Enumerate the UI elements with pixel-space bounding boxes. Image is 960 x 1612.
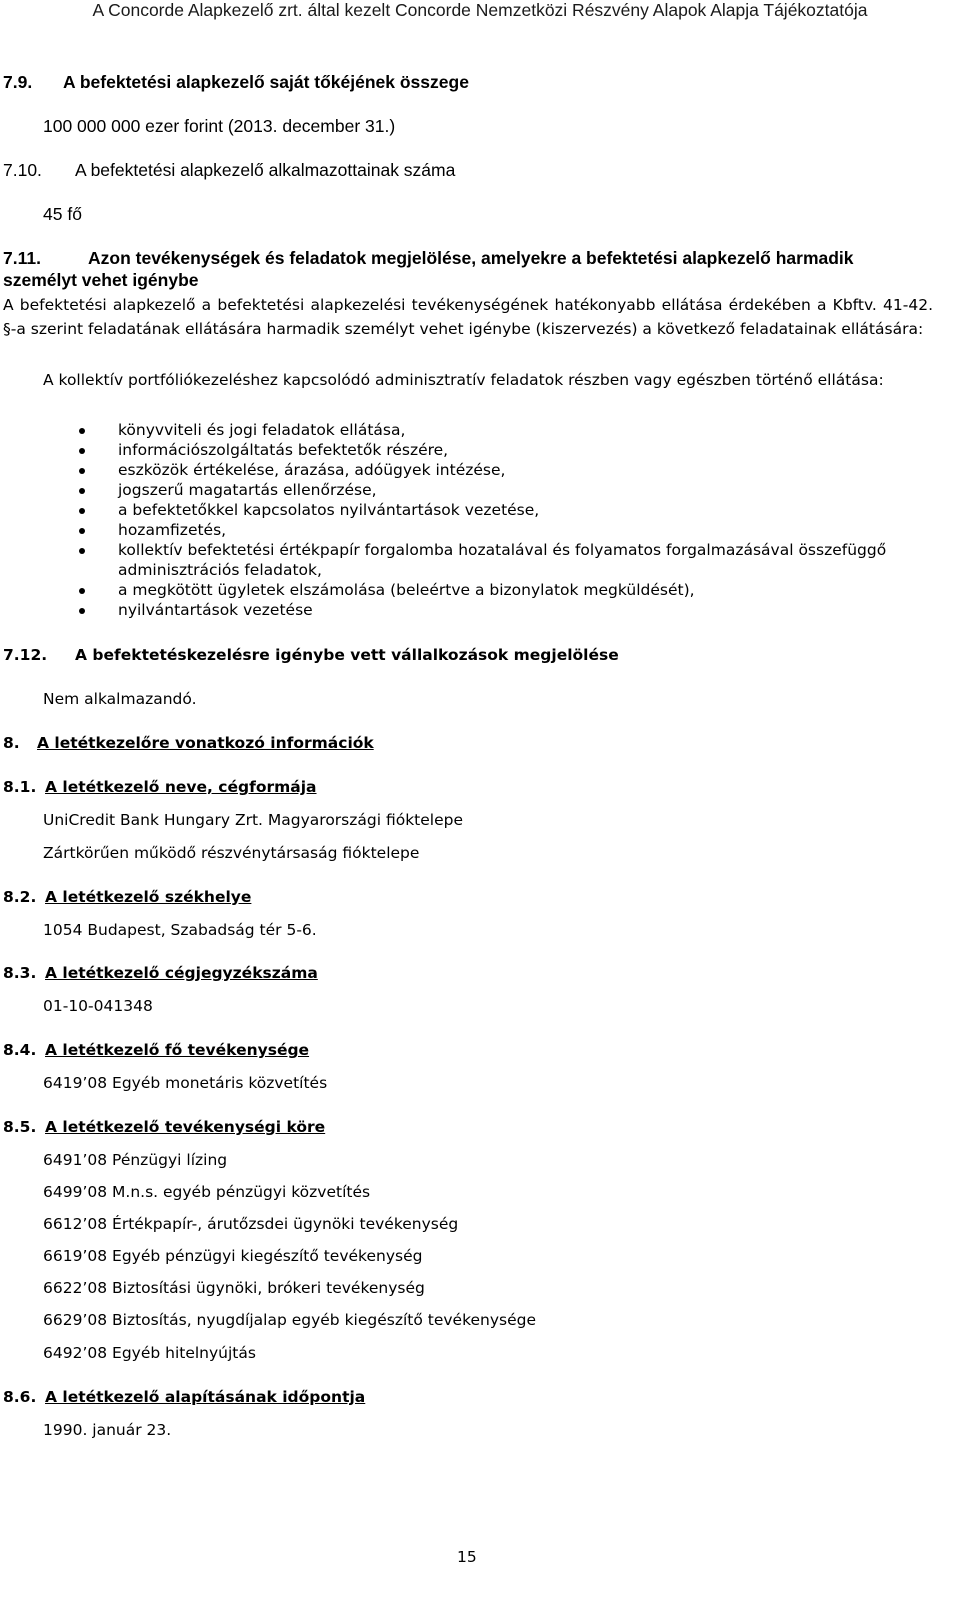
list-item: hozamfizetés, (78, 520, 958, 540)
founding-date: 1990. január 23. (43, 1421, 172, 1439)
list-item: a befektetőkkel kapcsolatos nyilvántartások vezetése, (78, 500, 958, 520)
list-item: jogszerű magatartás ellenőrzése, (78, 480, 958, 500)
section-number-7-12: 7.12. (3, 646, 48, 664)
section-title-8-1: A letétkezelő neve, cégformája (45, 778, 317, 796)
section-number-7-10: 7.10. (3, 160, 42, 180)
list-item: nyilvántartások vezetése (78, 600, 958, 620)
outsourcing-paragraph: A befektetési alapkezelő a befektetési alapkezelési tevékenységének hatékonyabb ellátása érdekében a Kbftv. 41-42. §-a szerint feladatának ellátására harmadik személyt vehet igénybe (kiszervezés) a következő feladatainak ellátására: (3, 296, 933, 338)
list-item: információszolgáltatás befektetők részére, (78, 440, 958, 460)
section-title-8-6: A letétkezelő alapításának időpontja (45, 1388, 366, 1406)
section-title-8-4: A letétkezelő fő tevékenysége (45, 1041, 310, 1059)
section-number-8-2: 8.2. (3, 888, 37, 906)
bullet-icon (79, 468, 85, 474)
section-title-8-5: A letétkezelő tevékenységi köre (45, 1118, 326, 1136)
list-item: a megkötött ügyletek elszámolása (beleértve a bizonylatok megküldését), (78, 580, 958, 600)
list-item: kollektív befektetési értékpapír forgalomba hozatalával és folyamatos forgalmazásával összefüggő adminisztrációs feladatok, (78, 540, 958, 580)
bullet-icon (79, 588, 85, 594)
bullet-icon (79, 528, 85, 534)
section-number-7-11: 7.11. (3, 248, 41, 268)
activity-item: 6499’08 M.n.s. egyéb pénzügyi közvetítés (43, 1183, 371, 1201)
custodian-address: 1054 Budapest, Szabadság tér 5-6. (43, 921, 317, 939)
section-title-7-11-line1: Azon tevékenységek és feladatok megjelölése, amelyekre a befektetési alapkezelő harmadik (88, 248, 854, 268)
bullet-icon (79, 548, 85, 554)
activity-item: 6619’08 Egyéb pénzügyi kiegészítő tevékenység (43, 1247, 423, 1265)
section-title-7-9: A befektetési alapkezelő saját tőkéjének összege (63, 72, 469, 92)
section-title-7-11-line2: személyt vehet igénybe (3, 270, 199, 290)
section-title-7-10: A befektetési alapkezelő alkalmazottainak száma (75, 160, 456, 180)
section-number-8-5: 8.5. (3, 1118, 37, 1136)
section-title-8-2: A letétkezelő székhelye (45, 888, 252, 906)
activity-item: 6622’08 Biztosítási ügynöki, brókeri tevékenység (43, 1279, 425, 1297)
bullet-icon (79, 608, 85, 614)
employee-count: 45 fő (43, 204, 82, 224)
custodian-name: UniCredit Bank Hungary Zrt. Magyarországi fióktelepe (43, 811, 464, 829)
activity-item: 6492’08 Egyéb hitelnyújtás (43, 1344, 256, 1362)
section-number-8-4: 8.4. (3, 1041, 37, 1059)
activity-item: 6612’08 Értékpapír-, árutőzsdei ügynöki tevékenység (43, 1215, 459, 1233)
bullet-icon (79, 508, 85, 514)
not-applicable-text: Nem alkalmazandó. (43, 690, 197, 708)
section-number-8: 8. (3, 734, 20, 752)
page-header: A Concorde Alapkezelő zrt. által kezelt Concorde Nemzetközi Részvény Alapok Alapja Tájékoztatója (92, 0, 868, 20)
equity-value: 100 000 000 ezer forint (2013. december 31.) (43, 116, 396, 136)
section-title-7-12: A befektetéskezelésre igénybe vett vállalkozások megjelölése (75, 646, 619, 664)
company-registration-number: 01-10-041348 (43, 997, 153, 1015)
custodian-company-form: Zártkörűen működő részvénytársaság fióktelepe (43, 844, 420, 862)
bullet-icon (79, 428, 85, 434)
section-number-8-1: 8.1. (3, 778, 37, 796)
main-activity: 6419’08 Egyéb monetáris közvetítés (43, 1074, 328, 1092)
section-number-8-6: 8.6. (3, 1388, 37, 1406)
bullet-icon (79, 448, 85, 454)
outsourced-tasks-list (78, 420, 958, 620)
admin-tasks-paragraph: A kollektív portfóliókezeléshez kapcsolódó adminisztratív feladatok részben vagy egészben történő ellátása: (43, 371, 884, 389)
activity-item: 6629’08 Biztosítás, nyugdíjalap egyéb kiegészítő tevékenysége (43, 1311, 537, 1329)
page-number: 15 (457, 1548, 477, 1566)
section-title-8-3: A letétkezelő cégjegyzékszáma (45, 964, 318, 982)
section-title-8: A letétkezelőre vonatkozó információk (37, 734, 374, 752)
activity-item: 6491’08 Pénzügyi lízing (43, 1151, 228, 1169)
section-number-7-9: 7.9. (3, 72, 33, 92)
list-item: eszközök értékelése, árazása, adóügyek intézése, (78, 460, 958, 480)
list-item: könyvviteli és jogi feladatok ellátása, (78, 420, 958, 440)
section-number-8-3: 8.3. (3, 964, 37, 982)
bullet-icon (79, 488, 85, 494)
